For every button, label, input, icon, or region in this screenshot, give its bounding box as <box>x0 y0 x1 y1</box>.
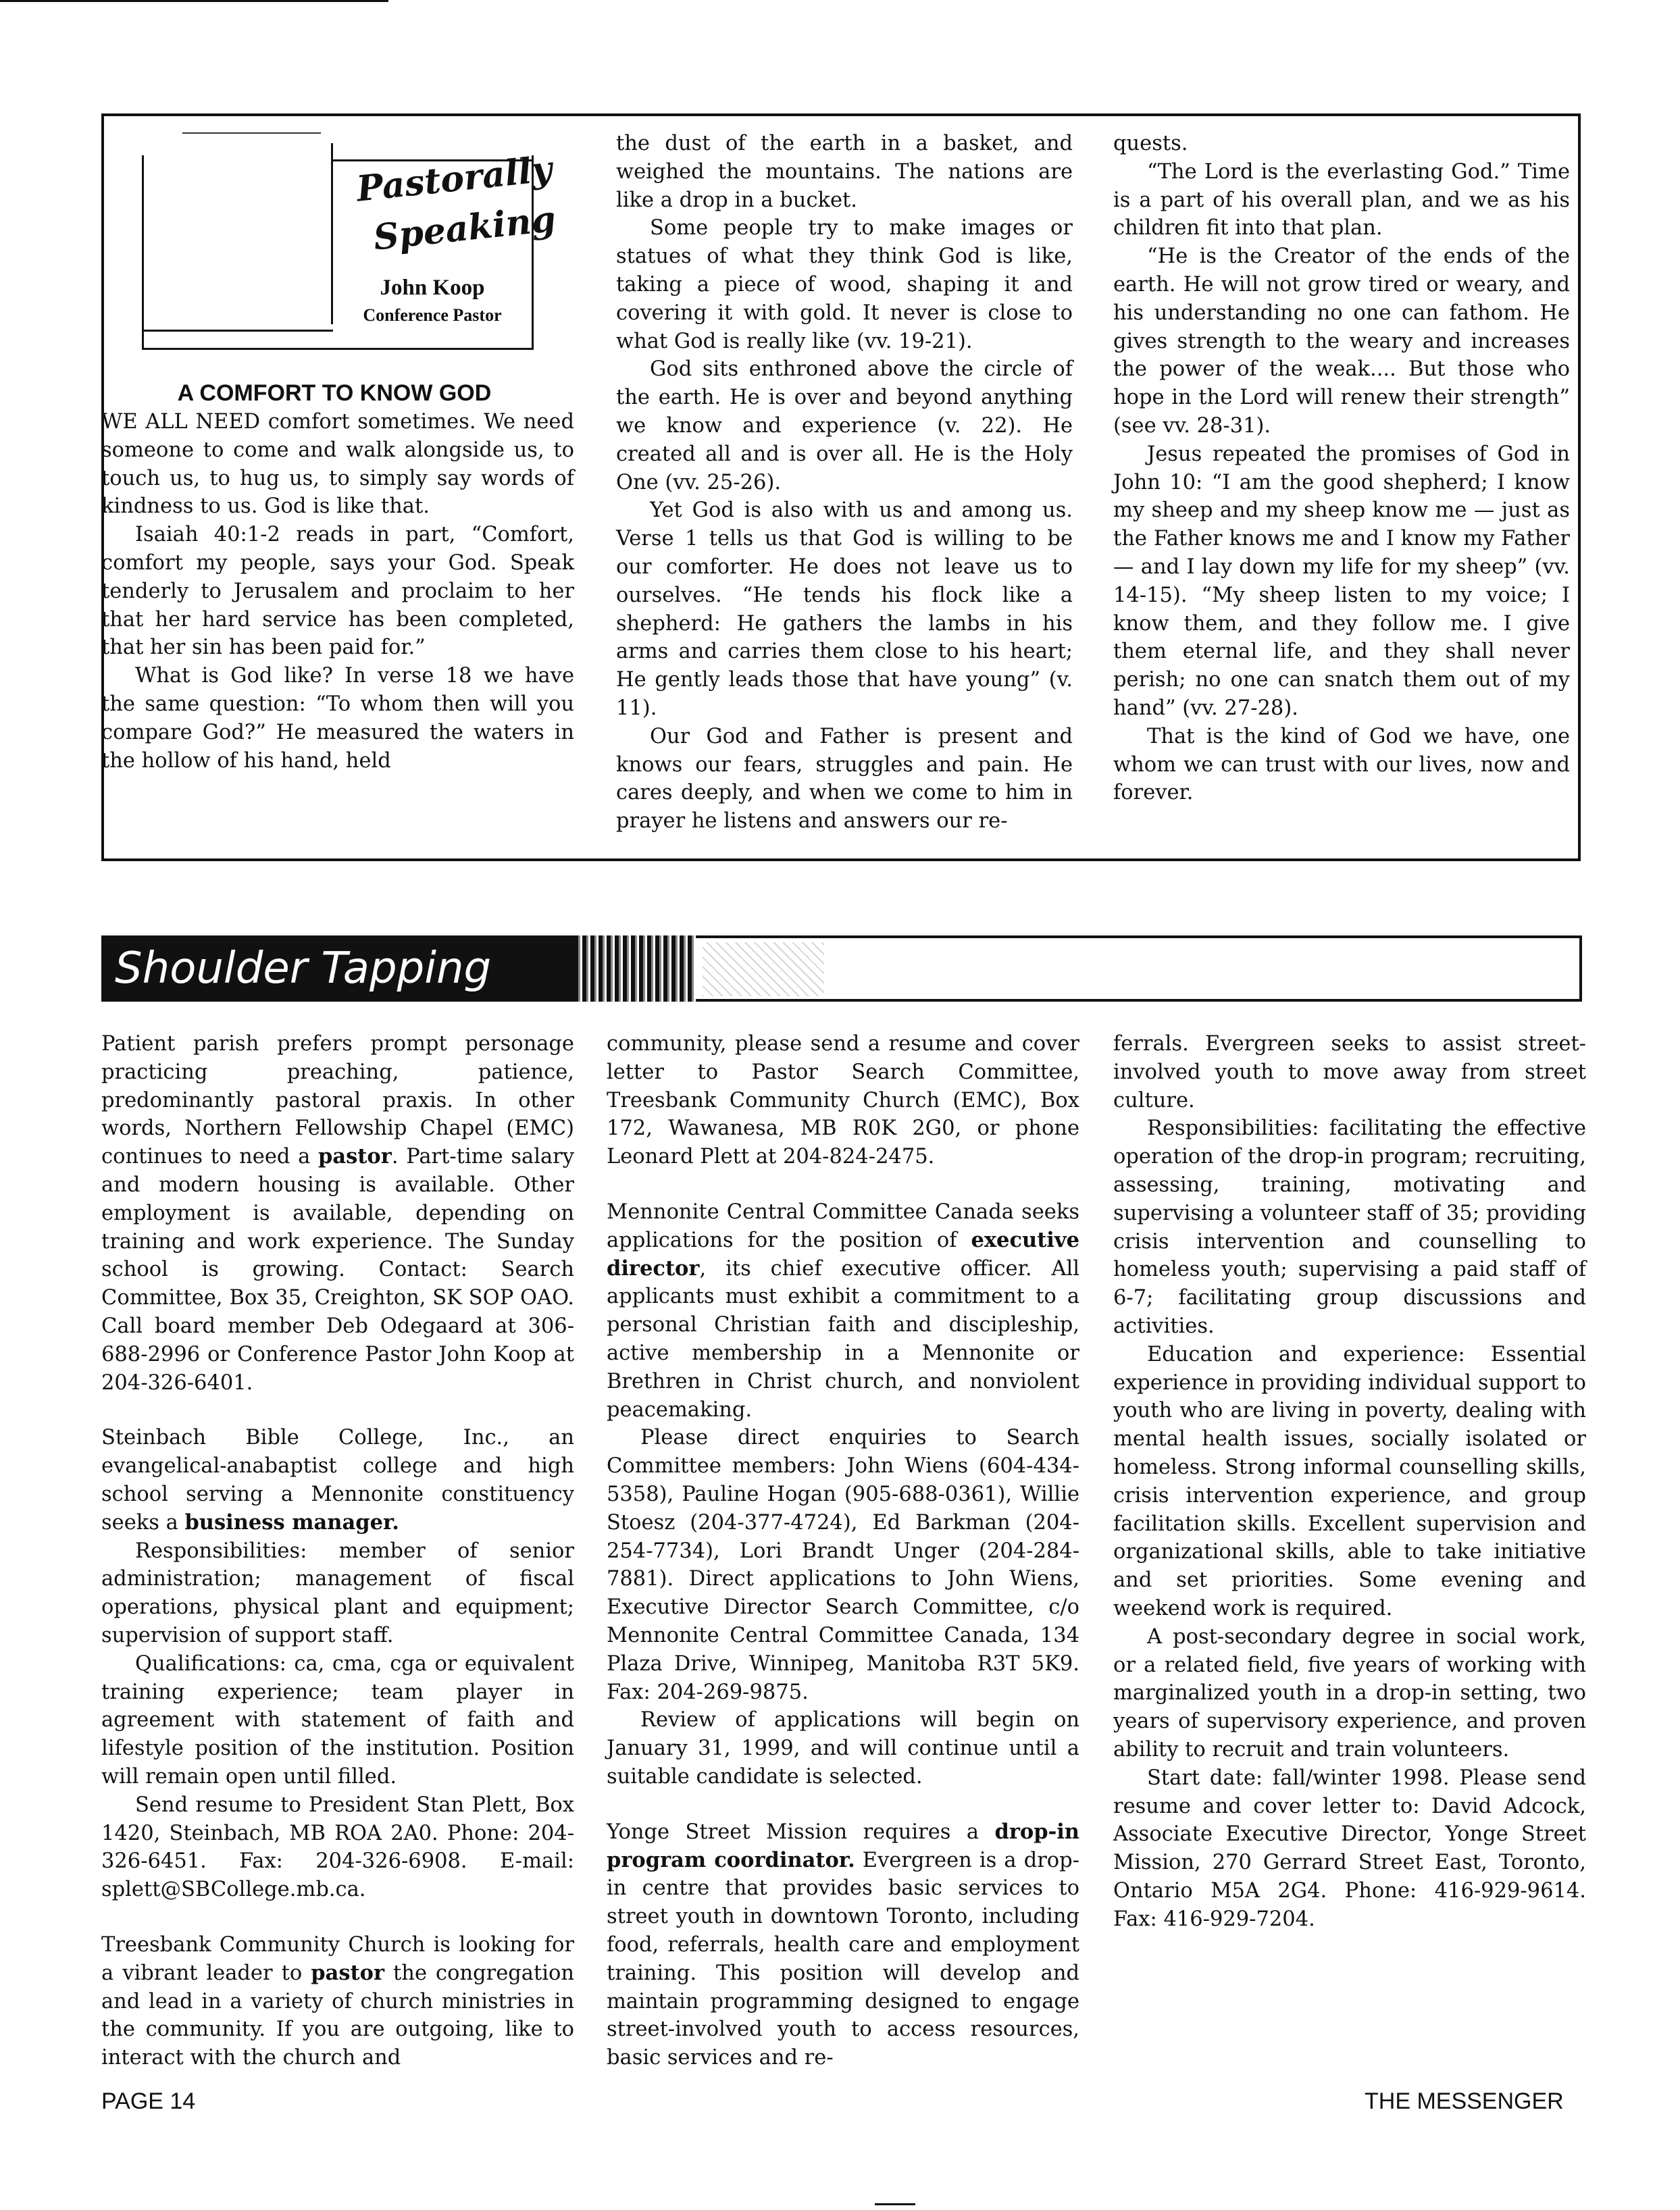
paragraph: What is God like? In verse 18 we have the same question: “To whom then will you compare God?” He measured the waters in the hollow of his hand, held <box>101 664 574 773</box>
ad-paragraph: Education and experience: Essential experience in providing individual support to youth who are living in poverty, dealing with mental health issues, socially isolated or homeless. Strong informal counselling skills, crisis intervention experience, and group facilitation skills. Excellent supervision and organizational skills, able to take initiative and set priorities. Some evening and weekend work is required. <box>1113 1342 1586 1620</box>
ad-paragraph: Review of applications will begin on January 31, 1999, and will continue until a suitable candidate is selected. <box>607 1708 1079 1789</box>
classifieds-column-1 <box>101 1030 574 2072</box>
paragraph: Yet God is also with us and among us. Verse 1 tells us that God is willing to be our comforter. He does not leave us to ourselves. “He tends his flock like a shepherd: He gathers the lambs in his arms and carries them close to his heart; He gently leads those that have young” (v. 11). <box>616 498 1073 720</box>
paragraph: God sits enthroned above the circle of the earth. He is over and beyond anything we know and experience (v. 22). He created all and is over all. He is the Holy One (vv. 25-26). <box>616 357 1073 494</box>
top-rule <box>0 0 388 2</box>
badge-decor-line <box>182 132 321 134</box>
ad-paragraph: Qualifications: ca, cma, cga or equivalent training experience; team player in agreement with statement of faith and lifestyle position of the institution. Position will remain open until filled. <box>101 1651 574 1789</box>
column-heading-pastorally: Pastorally <box>355 148 554 210</box>
paragraph: “He is the Creator of the ends of the earth. He will not grow tired or weary, and his understanding no one can fathom. He gives strength to the weary and increases the power of the weak.... But those who hope in the Lord will renew their strength” (see vv. 28-31). <box>1113 245 1570 438</box>
pastoral-column-3 <box>1113 130 1570 807</box>
author-name: John Koop <box>380 276 485 300</box>
ad-paragraph: ferrals. Evergreen seeks to assist street-involved youth to move away from street culture. <box>1113 1032 1586 1112</box>
bottom-rule <box>875 2203 915 2205</box>
ad-position-title: pastor <box>318 1144 392 1169</box>
ad-paragraph: A post-secondary degree in social work, or a related field, five years of working with marginalized youth in a drop-in setting, two years of supervisory experience, and proven ability to recruit and train volunteers. <box>1113 1624 1586 1762</box>
ad-position-title: business manager. <box>184 1510 399 1535</box>
paragraph: Some people try to make images or statues of what they think God is like, taking a piece of wood, shaping it and covering it with gold. It never is close to what God is really like (vv. 19-21). <box>616 216 1073 353</box>
paragraph: Jesus repeated the promises of God in John 10: “I am the good shepherd; I know my sheep and my sheep know me — just as the Father knows me and I know my Father — and I lay down my life for my sheep” (vv. 14-15). “My sheep listen to my voice; I know them, and they follow me. I give them eternal life, and they shall never perish; no one can snatch them out of my hand” (vv. 27-28). <box>1113 442 1570 720</box>
header-speckle <box>703 942 824 996</box>
section-title: Shoulder Tapping <box>115 944 492 994</box>
paragraph: WE ALL NEED comfort sometimes. We need someone to come and walk alongside us, to touch us, to hug us, to simply say words of kindness to us. God is like that. <box>101 410 574 519</box>
paragraph: the dust of the earth in a basket, and weighed the mountains. The nations are like a drop in a bucket. <box>616 132 1073 212</box>
ad-position-title: pastor <box>311 1960 385 1985</box>
paragraph: Our God and Father is present and knows our fears, struggles and pain. He cares deeply, and when we come to him in prayer he listens and answers our re- <box>616 724 1073 833</box>
page-number: PAGE 14 <box>101 2088 196 2114</box>
ad-paragraph: Start date: fall/winter 1998. Please send resume and cover letter to: David Adcock, Associate Executive Director, Yonge Street Mission, 270 Gerrard Street East, Toronto, Ontario M5A 2G4. Phone: 416-929-9614. Fax: 416-929-7204. <box>1113 1766 1586 1931</box>
paragraph: quests. <box>1113 132 1188 155</box>
pastoral-column-2 <box>616 130 1073 836</box>
publication-name: THE MESSENGER <box>1365 2088 1564 2114</box>
article-title: A COMFORT TO KNOW GOD <box>177 380 492 406</box>
paragraph: Isaiah 40:1-2 reads in part, “Comfort, comfort my people, says your God. Speak tenderly to Jerusalem and proclaim to her that her hard service has been completed, that her sin has been paid for.” <box>101 523 574 660</box>
ad-paragraph: Send resume to President Stan Plett, Box 1420, Steinbach, MB ROA 2A0. Phone: 204-326-6451. Fax: 204-326-6908. E-mail: splett@SBCollege.mb.ca. <box>101 1793 574 1902</box>
classifieds-column-2 <box>607 1030 1079 2072</box>
paragraph: That is the kind of God we have, one whom we can trust with our lives, now and forever. <box>1113 724 1570 805</box>
ad-paragraph: Please direct enquiries to Search Committee members: John Wiens (604-434-5358), Pauline Hogan (905-688-0361), Willie Stoesz (204-377-4724), Ed Barkman (204-254-7734), Lori Brandt Unger (204-284-7881). Direct applications to John Wiens, Executive Director Search Committee, c/o Mennonite Central Committee Canada, 134 Plaza Drive, Winnipeg, Manitoba R3T 5K9. Fax: 204-269-9875. <box>607 1426 1079 1704</box>
ad-paragraph: Patient parish prefers prompt personage practicing preaching, patience, predominantly pastoral praxis. In other words, Northern Fellowship Chapel (EMC) continues to need a pastor. Part-time salary and modern housing is available. Other employment is available, depending on training and work experience. The Sunday school is growing. Contact: Search Committee, Box 35, Creighton, SK SOP OAO. Call board member Deb Odegaard at 306-688-2996 or Conference Pastor John Koop at 204-326-6401. <box>101 1032 574 1395</box>
classifieds-column-3 <box>1113 1030 1586 1934</box>
author-role: Conference Pastor <box>363 305 502 325</box>
paragraph: “The Lord is the everlasting God.” Time is a part of his overall plan, and we as his children fit into that plan. <box>1113 159 1570 240</box>
header-texture <box>574 935 696 1002</box>
ad-paragraph: Yonge Street Mission requires a drop-in program coordinator. Evergreen is a drop-in centre that provides basic services to street youth in downtown Toronto, including food, referrals, health care and employment training. This position will develop and maintain programming designed to engage street-involved youth to access resources, basic services and re- <box>607 1819 1079 2070</box>
column-heading-speaking: Speaking <box>372 198 558 259</box>
badge-bottom-border <box>142 330 333 332</box>
ad-paragraph: Responsibilities: facilitating the effective operation of the drop-in program; recruiting, assessing, training, motivating and supervising a volunteer staff of 35; providing crisis intervention and counselling to homeless youth; supervising a paid staff of 6-7; facilitating group discussions and activities. <box>1113 1116 1586 1338</box>
ad-position-title: drop-in program coordinator. <box>607 1819 1079 1872</box>
ad-paragraph: Steinbach Bible College, Inc., an evangelical-anabaptist college and high school serving a Mennonite constituency seeks a business manager. <box>101 1426 574 1535</box>
ad-paragraph: community, please send a resume and cover letter to Pastor Search Committee, Treesbank Community Church (EMC), Box 172, Wawanesa, MB R0K 2G0, or phone Leonard Plett at 204-824-2475. <box>607 1032 1079 1169</box>
ad-position-title: executive director <box>607 1227 1079 1281</box>
pastoral-column-1 <box>101 408 574 775</box>
ad-paragraph: Mennonite Central Committee Canada seeks applications for the position of executive director, its chief executive officer. All applicants must exhibit a commitment to a personal Christian faith and discipleship, active membership in a Mennonite or Brethren in Christ church, and nonviolent peacemaking. <box>607 1200 1079 1422</box>
ad-paragraph: Treesbank Community Church is looking for a vibrant leader to pastor the congregation and lead in a variety of church ministries in the community. If you are outgoing, like to interact with the church and <box>101 1932 574 2070</box>
ad-paragraph: Responsibilities: member of senior administration; management of fiscal operations, physical plant and equipment; supervision of support staff. <box>101 1539 574 1647</box>
